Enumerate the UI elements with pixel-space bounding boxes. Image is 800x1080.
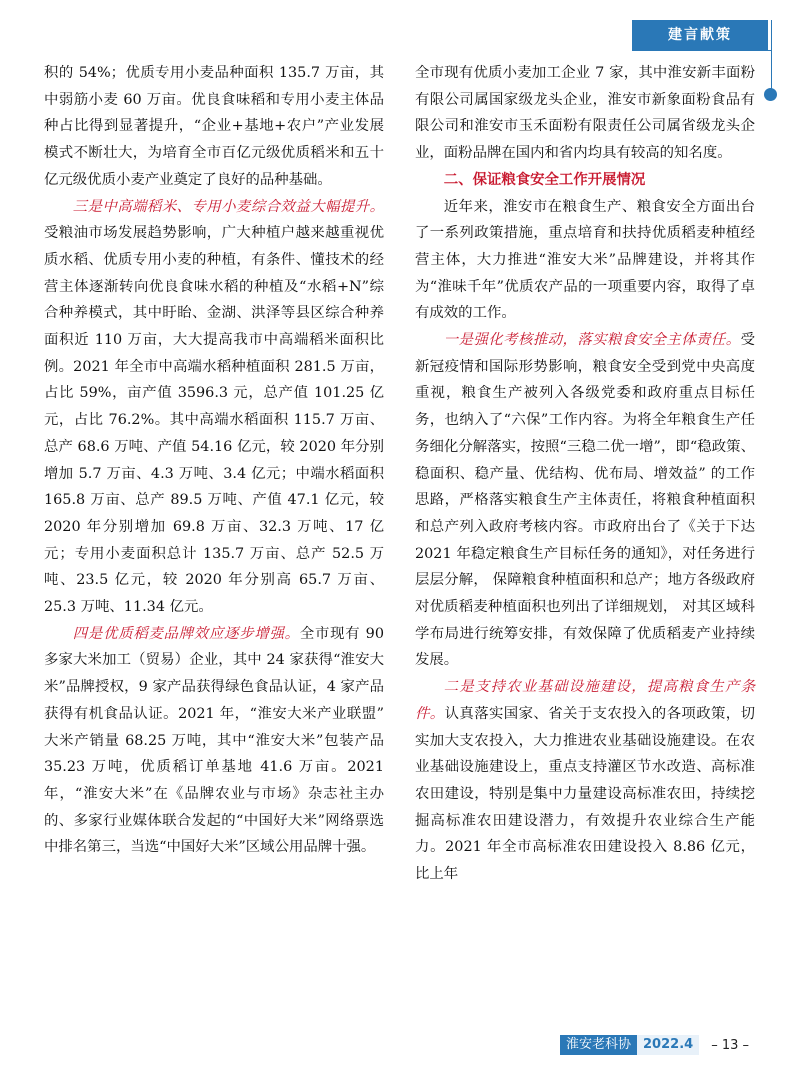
paragraph-body: 认真落实国家、省关于支农投入的各项政策，切实加大支农投入，大力推进农业基础设施建设。在农业基础设施建设上，重点支持灌区节水改造、高标准农田建设，特别是集中力量建设高标准农田，持续挖掘高标准农田建设潜力，有效提升农业综合生产能力。2021 年全市高标准农田建设投入 8.86 亿元，比上年 <box>415 705 755 883</box>
paragraph: 全市现有优质小麦加工企业 7 家，其中淮安新丰面粉有限公司属国家级龙头企业，淮安市新象面粉食品有限公司和淮安市玉禾面粉有限责任公司属省级龙头企业，面粉品牌在国内和省内均具有较高的知名度。 <box>415 65 755 162</box>
paragraph: 近年来，淮安市在粮食生产、粮食安全方面出台了一系列政策措施，重点培育和扶持优质稻麦种植经营主体，大力推进“淮安大米”品牌建设，并将其作为“淮味千年”优质农产品的一项重要内容，取得了卓有成效的工作。 <box>415 198 755 322</box>
paragraph-lead: 二是支持农业基础设施建设，提高粮食生产条件。 <box>415 679 755 722</box>
paragraph-lead: 一是强化考核推动，落实粮食安全主体责任。 <box>443 332 741 349</box>
header-dot <box>764 88 777 101</box>
issue-number: 2022.4 <box>637 1035 699 1055</box>
paragraph <box>415 674 755 888</box>
section-label: 建言献策 <box>632 20 768 50</box>
paragraph <box>44 621 384 861</box>
header-vertical-rule <box>771 20 772 96</box>
paragraph-body: 全市现有 90 多家大米加工（贸易）企业，其中 24 家获得“淮安大米”品牌授权，9 家产品获得绿色食品认证，4 家产品获得有机食品认证。2021 年，“淮安大米产业联盟” 大米产销量 68.25 万吨，其中“淮安大米”包装产品 35.23 万吨，优质稻订单基地 41.6 万亩。2021 年，“淮安大米”在《品牌农业与市场》杂志社主办的、多家行业媒体联合发起的“中国好大米”网络票选中排名第三，当选“中国好大米”区域公用品牌十强。 <box>44 625 384 856</box>
journal-name: 淮安老科协 <box>560 1035 637 1055</box>
paragraph-lead: 三是中高端稻米、专用小麦综合效益大幅提升。 <box>72 198 384 215</box>
paragraph-body: 受粮油市场发展趋势影响，广大种植户越来越重视优质水稻、优质专用小麦的种植，有条件、懂技术的经营主体逐渐转向优良食味水稻的种植及“水稻+N”综合种养模式，其中盱眙、金湖、洪泽等县区综合种养面积近 110 万亩，大大提高我市中高端稻米面积比例。2021 年全市中高端水稻种植面积 281.5 万亩，占比 59%，亩产值 3596.3 元，总产值 101.25 亿元，占比 76.2%。其中高端水稻面积 115.7 万亩、总产 68.6 万吨、产值 54.16 亿元，较 2020 年分别增加 5.7 万亩、4.3 万吨、3.4 亿元；中端水稻面积 165.8 万亩、总产 89.5 万吨、产值 47.1 亿元，较 2020 年分别增加 69.8 万亩、32.3 万吨、17 亿元；专用小麦面积总计 135.7 万亩、总产 52.5 万吨、23.5 亿元，较 2020 年分别高 65.7 万亩、25.3 万吨、11.34 亿元。 <box>44 225 384 616</box>
page-number: – 13 – <box>711 1037 749 1053</box>
header-rule <box>632 50 772 51</box>
paragraph-body: 受新冠疫情和国际形势影响，粮食安全受到党中央高度重视，粮食生产被列入各级党委和政府重点目标任务，也纳入了“六保”工作内容。为将全年粮食生产任务细化分解落实，按照“三稳二优一增”，即“稳政策、稳面积、稳产量、优结构、优布局、增效益” 的工作思路，严格落实粮食生产主体责任，将粮食种植面积和总产列入政府考核内容。市政府出台了《关于下达 2021 年稳定粮食生产目标任务的通知》，对任务进行层层分解， 保障粮食种植面积和总产；地方各级政府对优质稻麦种植面积也列出了详细规划， 对其区域科学布局进行统筹安排，有效保障了优质稻麦产业持续发展。 <box>415 332 755 669</box>
left-column <box>44 60 384 861</box>
paragraph <box>44 194 384 621</box>
paragraph-lead: 四是优质稻麦品牌效应逐步增强。 <box>72 625 300 642</box>
right-column <box>415 60 755 888</box>
paragraph <box>415 327 755 674</box>
footer <box>560 1035 749 1055</box>
section-heading: 二、保证粮食安全工作开展情况 <box>443 171 646 188</box>
paragraph: 积的 54%；优质专用小麦品种面积 135.7 万亩，其中弱筋小麦 60 万亩。优良食味稻和专用小麦主体品种占比得到显著提升，“企业+基地+农户”产业发展模式不断壮大，为培育全市百亿元级优质稻米和五十亿元级优质小麦产业奠定了良好的品种基础。 <box>44 65 384 188</box>
